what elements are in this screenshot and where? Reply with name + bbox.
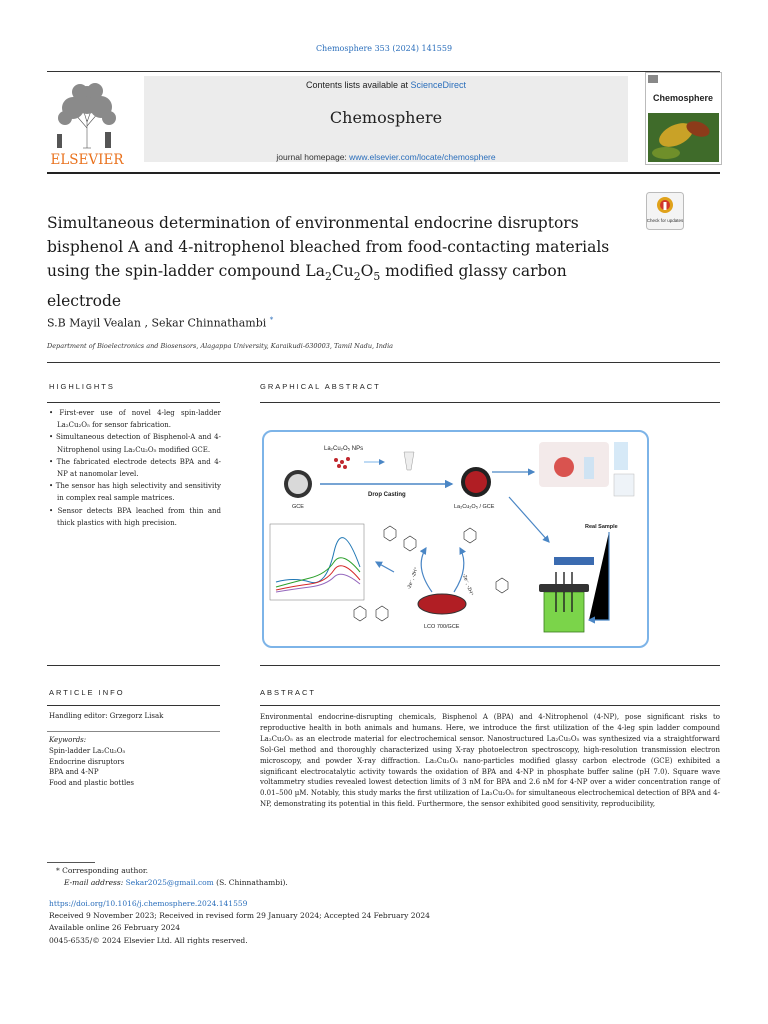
- keywords-list: [49, 746, 134, 788]
- check-badge-text: Check for updates: [646, 218, 684, 223]
- corresponding-author-mark[interactable]: *: [269, 316, 274, 324]
- journal-reference-link[interactable]: Chemosphere 353 (2024) 141559: [315, 44, 453, 53]
- abstract-text: Environmental endocrine-disrupting chemicals, Bisphenol A (BPA) and 4-Nitrophenol (4-NP), pose significant risks to reproductive health in both animals and humans. Here, we introduce the first utilization of the 4-leg spin ladder compound La₂Cu₂O₅ as an electrode material for electrochemical sensor. Nanostructured La₂Cu₂O₅ was synthesized via a straightforward Sol-Gel method and thoroughly characterized using X-ray photoelectron spectroscopy, high-resolution transmission electron microscopy, and powder X-ray diffraction. La₂Cu₂O₅ nano-particles modified glassy carbon electrode (GCE) exhibited a significant electrocatalytic activity towards the oxidation of BPA and 4-NP in phosphate buffer saline (pH 7.0). Square wave voltammetry studies revealed lowest detection limits of 3 nM for BPA and 2.6 nM for 4-NP over a wider concentration range of 0.01–500 µM. Notably, this study marks the first utilization of La₂Cu₂O₅ for simultaneous electrochemical detection of BPA and 4-NP, demonstrating its potential in this field. Furthermore, the sensor exhibited good sensitivity, reproducibility,: [260, 713, 720, 809]
- abstract-heading: ABSTRACT: [260, 688, 317, 697]
- highlight-item: • Sensor detects BPA leached from thin and thick plastics with high precision.: [49, 506, 221, 527]
- highlights-heading: HIGHLIGHTS: [49, 382, 115, 391]
- ga-modified-label: La₂Cu₂O₅ / GCE: [454, 504, 495, 510]
- graphical-abstract-figure: [262, 430, 649, 648]
- keyword-item: BPA and 4-NP: [49, 768, 99, 776]
- graphical-abstract-heading: GRAPHICAL ABSTRACT: [260, 382, 381, 391]
- affiliation-rule: [47, 362, 720, 363]
- contents-prefix: Contents lists available at: [305, 80, 411, 90]
- homepage-link[interactable]: www.elsevier.com/locate/chemosphere: [349, 152, 496, 162]
- handling-editor: Handling editor: Grzegorz Lisak: [49, 712, 164, 720]
- keyword-item: Endocrine disruptors: [49, 757, 125, 766]
- keyword-item: Spin-ladder La₂Cu₂O₅: [49, 747, 126, 755]
- elsevier-logo: [47, 78, 127, 166]
- keyword-item: Food and plastic bottles: [49, 778, 134, 787]
- highlight-item: • The fabricated electrode detects BPA and 4-NP at nanomolar level.: [49, 457, 222, 479]
- received-dates: Received 9 November 2023; Received in revised form 29 January 2024; Accepted 24 February 2024: [49, 911, 430, 920]
- affiliation: Department of Bioelectronics and Biosensors, Alagappa University, Karaikudi-630003, Tamil Nadu, India: [47, 342, 394, 350]
- ga-drop-casting-label: Drop Casting: [368, 492, 406, 498]
- author-name[interactable]: Sekar Chinnathambi: [151, 316, 267, 330]
- highlights-rule: [47, 402, 220, 403]
- ga-real-sample-label: Real Sample: [585, 524, 618, 530]
- contents-line: [144, 80, 628, 90]
- author-name[interactable]: S.B Mayil Vealan: [47, 316, 141, 330]
- header-bottom-rule: [47, 172, 720, 174]
- ga-nps-label: La₂Cu₂O₅ NPs: [324, 446, 364, 452]
- article-info-heading: ARTICLE INFO: [49, 688, 125, 697]
- ga-electron-label-2: -2e⁻, -2H⁺: [460, 572, 475, 597]
- copyright-line: 0045-6535/© 2024 Elsevier Ltd. All rights reserved.: [49, 936, 248, 945]
- article-info-top-rule: [47, 665, 220, 666]
- article-info-rule: [47, 705, 220, 706]
- email-label: E-mail address:: [64, 878, 126, 887]
- header-top-rule: [47, 71, 720, 72]
- journal-cover: [645, 72, 722, 165]
- abstract-top-rule: [260, 665, 720, 666]
- abstract-rule: [260, 705, 720, 706]
- keywords-rule: [47, 731, 220, 732]
- email-note: [64, 878, 288, 887]
- homepage-line: [144, 152, 628, 162]
- sciencedirect-link[interactable]: ScienceDirect: [410, 80, 467, 90]
- ga-gce-label: GCE: [292, 504, 304, 510]
- online-date: Available online 26 February 2024: [49, 923, 181, 932]
- highlights-list: [49, 407, 221, 529]
- cover-title: Chemosphere: [652, 93, 714, 103]
- ga-electron-label-1: -2e⁻, -2H⁺: [406, 566, 420, 591]
- footnote-rule: [47, 862, 95, 863]
- author-list: S.B Mayil Vealan , Sekar Chinnathambi *: [47, 316, 274, 330]
- elsevier-logo-text: ELSEVIER: [50, 152, 124, 166]
- highlight-item: • Simultaneous detection of Bisphenol-A and 4-Nitrophenol using La₂Cu₂O₅ modified GCE.: [49, 433, 221, 454]
- doi-link[interactable]: https://doi.org/10.1016/j.chemosphere.2024.141559: [49, 899, 248, 908]
- highlight-item: • The sensor has high selectivity and sensitivity in complex real sample matrices.: [49, 482, 221, 503]
- journal-name: Chemosphere: [329, 108, 443, 127]
- check-for-updates-badge[interactable]: [646, 192, 684, 230]
- article-title: Simultaneous determination of environmental endocrine disruptors bisphenol A and 4-nitrophenol bleached from food-contacting materials using the spin-ladder compound $La_2Cu_2O_5$ modified glassy carbon electrode: [47, 214, 610, 311]
- graphical-abstract-rule: [260, 402, 720, 403]
- highlight-item: • First-ever use of novel 4-leg spin-ladder La₂Cu₂O₅ for sensor fabrication.: [49, 409, 221, 430]
- email-owner: (S. Chinnathambi).: [213, 878, 288, 887]
- corresponding-author-note: * Corresponding author.: [56, 866, 149, 875]
- keywords-heading: Keywords:: [49, 736, 87, 744]
- ga-lco-label: LCO 700/GCE: [424, 624, 460, 630]
- email-link[interactable]: Sekar2025@gmail.com: [125, 878, 214, 887]
- homepage-prefix: journal homepage:: [276, 152, 350, 162]
